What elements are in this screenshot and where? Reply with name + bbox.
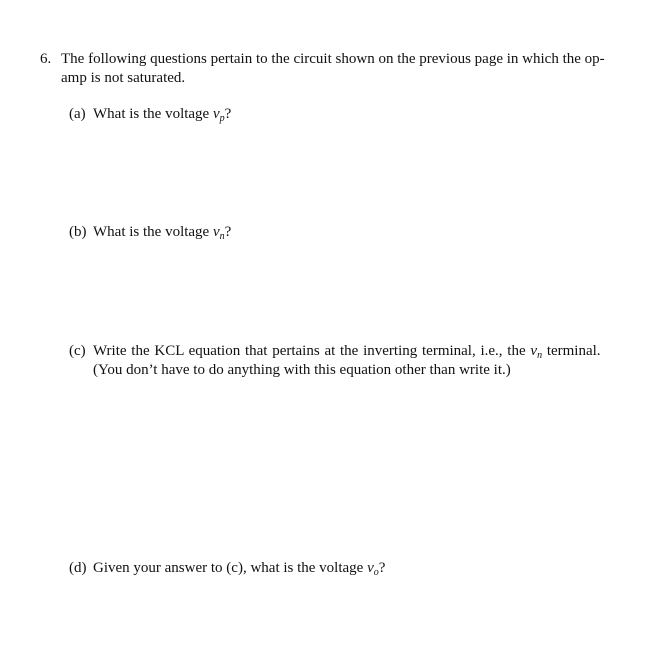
voltage-variable: v: [530, 343, 538, 359]
part-d-label: (d): [69, 560, 87, 576]
question-intro-line-2: amp is not saturated.: [61, 70, 186, 86]
question-mark: ?: [378, 560, 386, 576]
part-b-label: (b): [69, 224, 87, 240]
part-c-question-line-2: (You don’t have to do anything with this equation other than write it.): [93, 362, 511, 378]
part-b-text: What is the voltage: [93, 224, 213, 240]
voltage-subscript: p: [219, 113, 225, 124]
part-d-text: Given your answer to (c), what is the voltage: [93, 560, 368, 576]
question-intro-line-1: The following questions pertain to the circuit shown on the previous page in which the op-: [61, 51, 605, 67]
question-mark: ?: [224, 224, 232, 240]
voltage-variable: v: [212, 224, 220, 240]
voltage-variable: v: [212, 106, 220, 122]
part-c-question-line-1: [93, 342, 601, 362]
part-a-label: (a): [69, 106, 86, 122]
question-number: 6.: [40, 51, 52, 67]
part-b-question: [93, 223, 231, 243]
part-c-text: Write the KCL equation that pertains at the inverting terminal, i.e., the: [93, 343, 531, 359]
part-c-label: (c): [69, 343, 86, 359]
voltage-subscript: n: [537, 350, 543, 361]
part-a-text: What is the voltage: [93, 106, 213, 122]
part-d-question: [93, 559, 385, 579]
question-mark: ?: [224, 106, 232, 122]
voltage-subscript: n: [219, 231, 225, 242]
part-a-question: [93, 105, 231, 125]
part-c-text-end: terminal.: [542, 343, 601, 359]
voltage-subscript: o: [373, 567, 379, 578]
voltage-variable: v: [367, 560, 374, 576]
